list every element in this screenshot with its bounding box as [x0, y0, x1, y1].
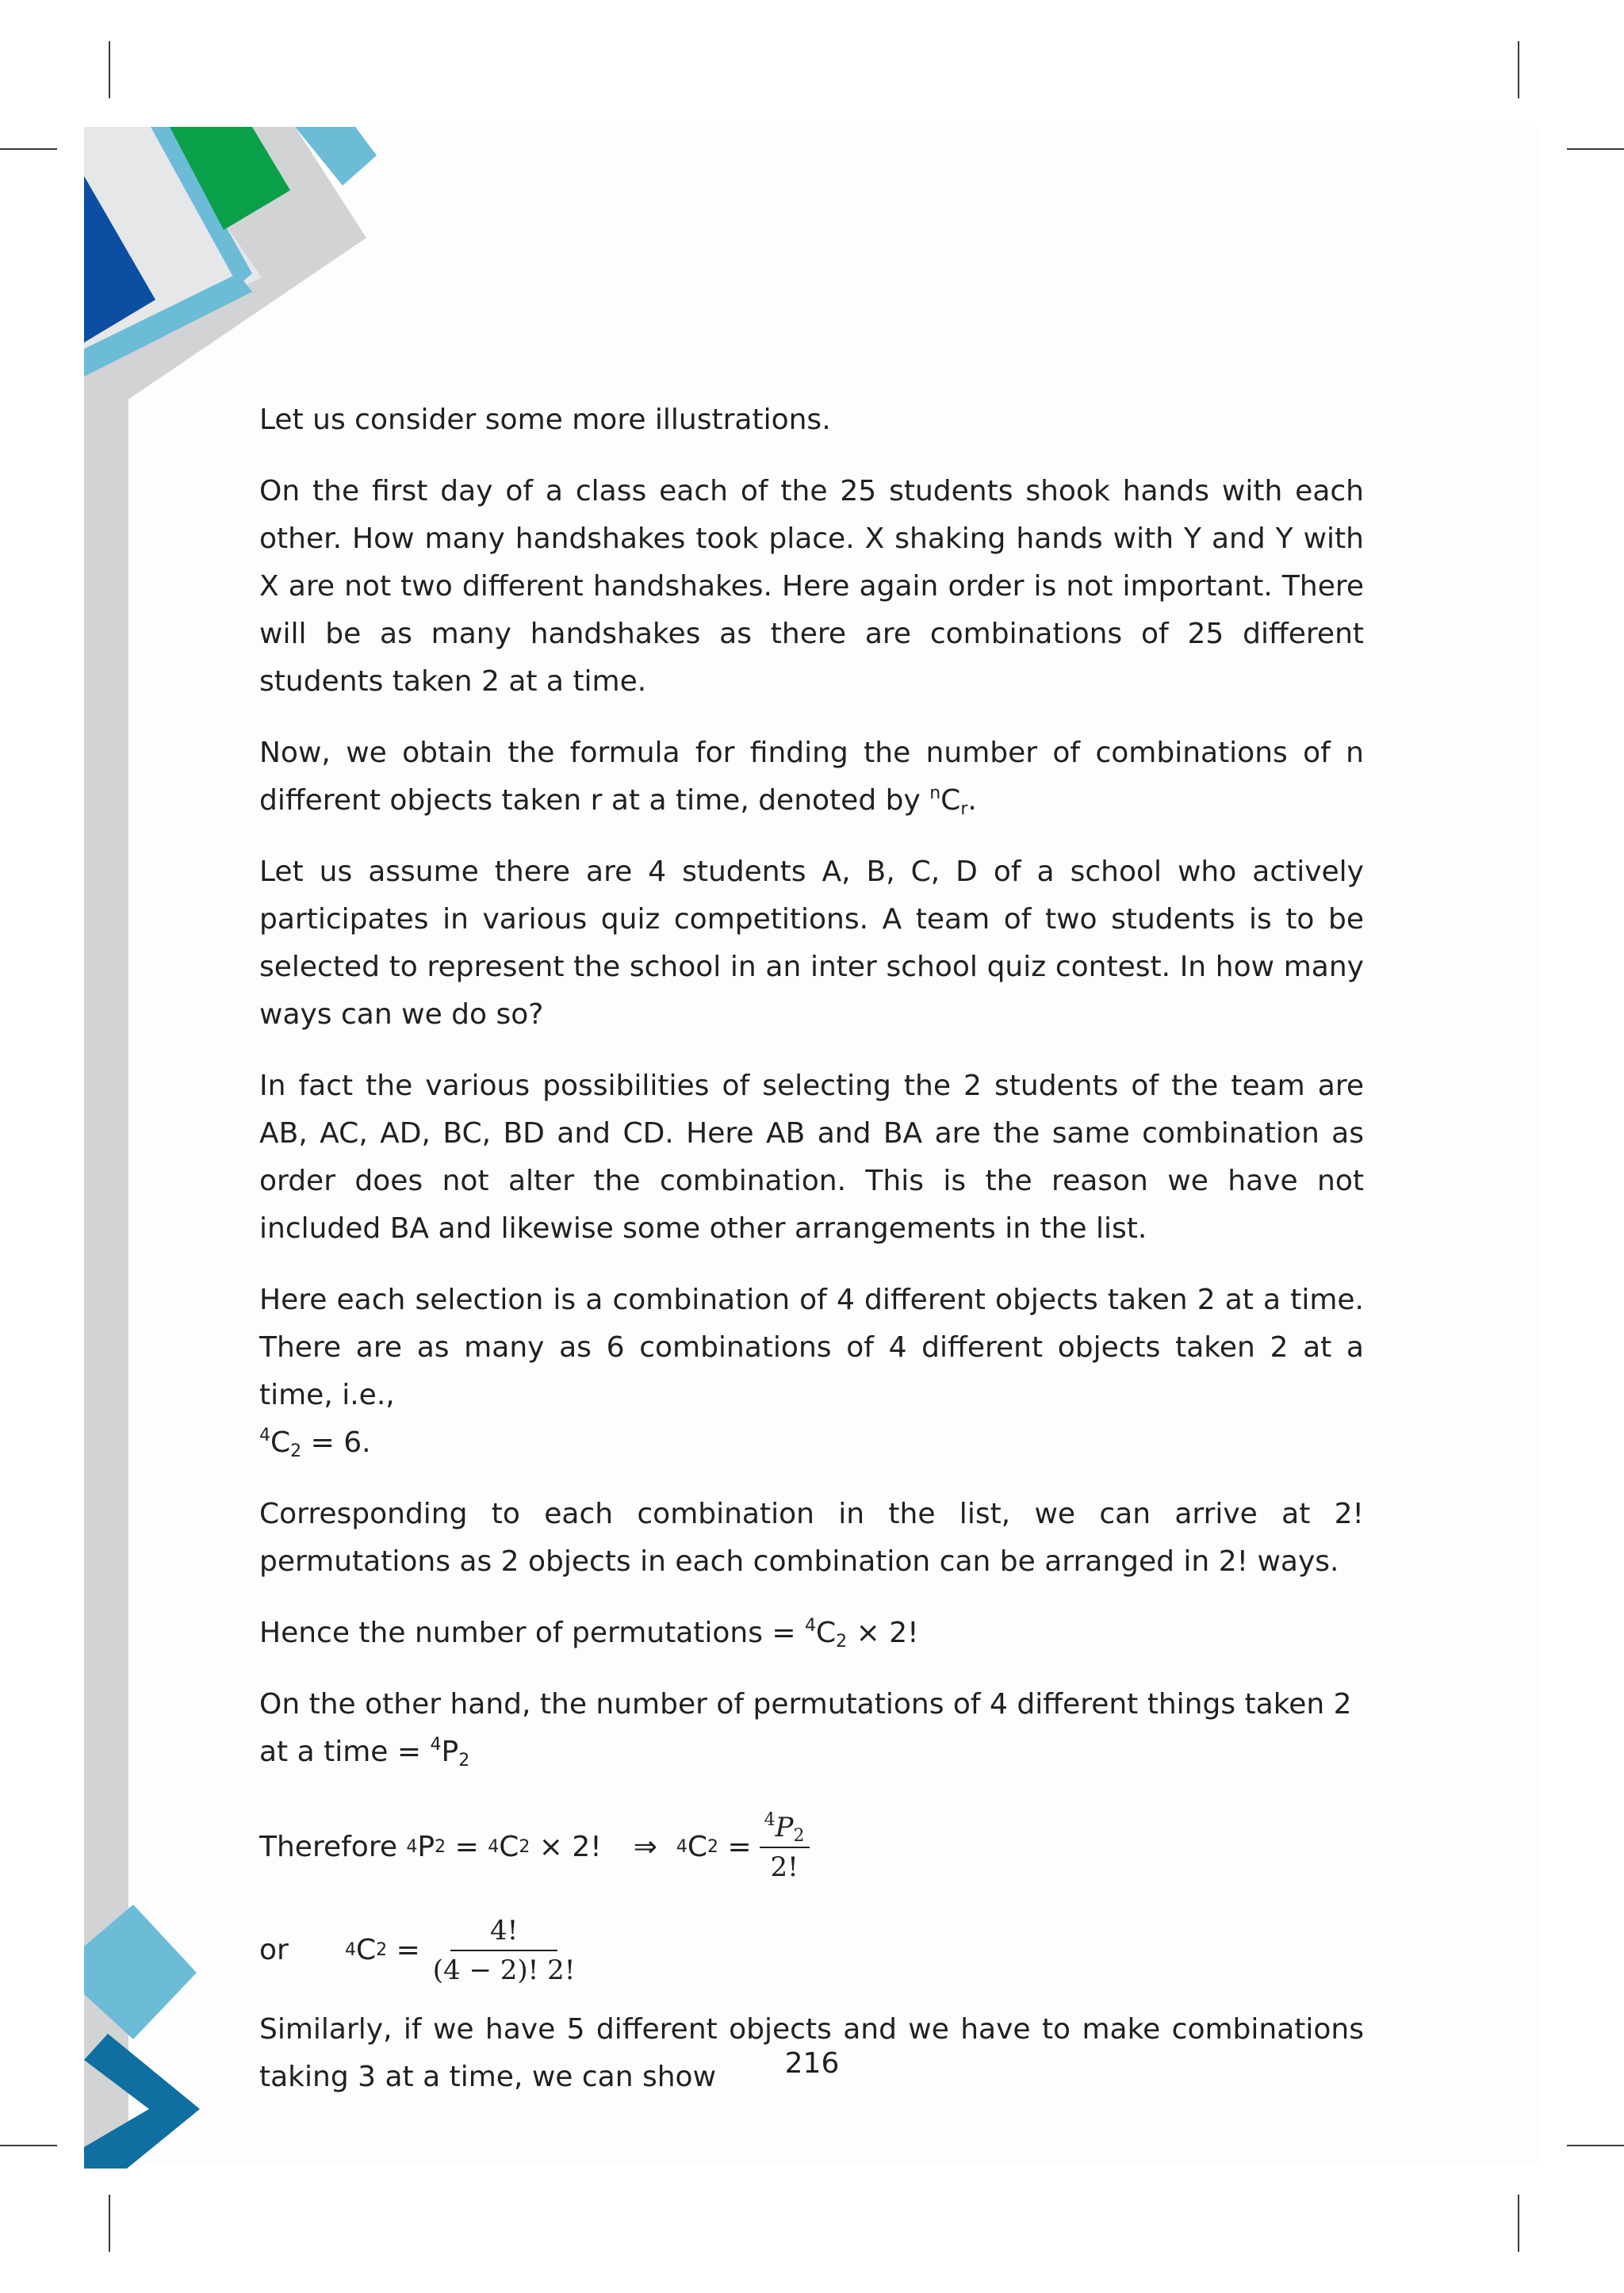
superscript: 4	[805, 1616, 817, 1636]
subscript: 2	[793, 1826, 805, 1846]
paragraph-formula-intro	[259, 729, 1364, 825]
symbol: C	[499, 1831, 519, 1863]
symbol: C	[687, 1831, 708, 1863]
left-gray-band	[84, 373, 128, 2165]
symbol: C	[356, 1934, 377, 1966]
page-number: 216	[784, 2047, 840, 2080]
paragraph-intro: Let us consider some more illustrations.	[259, 404, 831, 436]
denominator: (4 − 2)! 2!	[432, 1954, 576, 1986]
equals: =	[446, 1831, 488, 1863]
text: Hence the number of permutations =	[259, 1617, 806, 1649]
numerator	[760, 1810, 810, 1848]
text: Here each selection is a combination of 4 different objects taken 2 at a time. There are as many as 6 combinations of 4 different objects taken 2 at a time, i.e.,	[259, 1284, 1364, 1411]
paragraph-other-hand	[259, 1681, 1364, 1776]
equals: =	[387, 1934, 420, 1966]
text: or	[259, 1934, 289, 1966]
superscript: n	[929, 783, 941, 803]
paragraph-corresponding: Corresponding to each combination in the list, we can arrive at 2! permutations as 2 objects in each combination can be arranged in 2! ways.	[259, 1498, 1364, 1578]
equals: =	[718, 1831, 752, 1863]
paragraph-similarly: Similarly, if we have 5 different objects and we have to make combinations taking 3 at a time, we can show	[259, 2013, 1364, 2093]
text: Now, we obtain the formula for finding the number of combinations of n different objects taken r at a time, denoted by	[259, 737, 1364, 817]
paragraph-handshakes: On the first day of a class each of the 25 students shook hands with each other. How many handshakes took place. X shaking hands with Y and Y with X are not two different handshakes. Here again order is not important. There will be as many handshakes as there are combinations of 25 different students taken 2 at a time.	[259, 475, 1364, 698]
subscript: r	[960, 799, 968, 819]
symbol: P	[775, 1812, 794, 1843]
text: .	[967, 784, 977, 817]
subscript: 2	[458, 1751, 470, 1770]
formula-or: or 4 C 2 = $\frac{4!}{(4 - 2)! 2!}$	[259, 1903, 1364, 1998]
implies-symbol: ⇒	[633, 1831, 657, 1863]
paragraph-selection	[259, 1277, 1364, 1467]
symbol: P	[417, 1831, 435, 1863]
text: On the other hand, the number of permutations of 4 different things taken 2 at a time =	[259, 1688, 1352, 1768]
superscript: 4	[259, 1426, 270, 1445]
fraction	[760, 1810, 810, 1885]
paragraph-possibilities: In fact the various possibilities of selecting the 2 students of the team are AB, AC, AD, BC, BD and CD. Here AB and BA are the same combination as order does not alter the combination. This is the reason we have not included BA and likewise some other arrangements in the list.	[259, 1070, 1364, 1245]
subscript: 2	[836, 1632, 848, 1652]
paragraph-permutations	[259, 1610, 1364, 1657]
symbol: C	[816, 1617, 837, 1649]
text: × 2!	[530, 1831, 602, 1863]
denominator: 2!	[770, 1851, 799, 1883]
symbol: P	[441, 1736, 459, 1768]
superscript: 4	[430, 1735, 442, 1755]
fraction	[428, 1913, 580, 1988]
paragraph-students: Let us assume there are 4 students A, B, C, D of a school who actively participates in various quiz competitions. A team of two students is to be selected to represent the school in an inter school quiz contest. In how many ways can we do so?	[259, 856, 1364, 1031]
symbol: C	[940, 784, 961, 817]
text: Therefore	[259, 1831, 407, 1863]
text: = 6.	[301, 1426, 371, 1459]
numerator: 4!	[450, 1913, 557, 1951]
main-text	[259, 396, 1364, 2125]
formula-therefore: Therefore 4 P 2 = 4 C 2 × 2! ⇒ 4 C 2 = $\frac{^4P_2}{2!}$	[259, 1800, 1364, 1895]
text: × 2!	[847, 1617, 919, 1649]
subscript: 2	[290, 1441, 302, 1461]
symbol: C	[270, 1426, 291, 1459]
superscript: 4	[764, 1810, 776, 1830]
